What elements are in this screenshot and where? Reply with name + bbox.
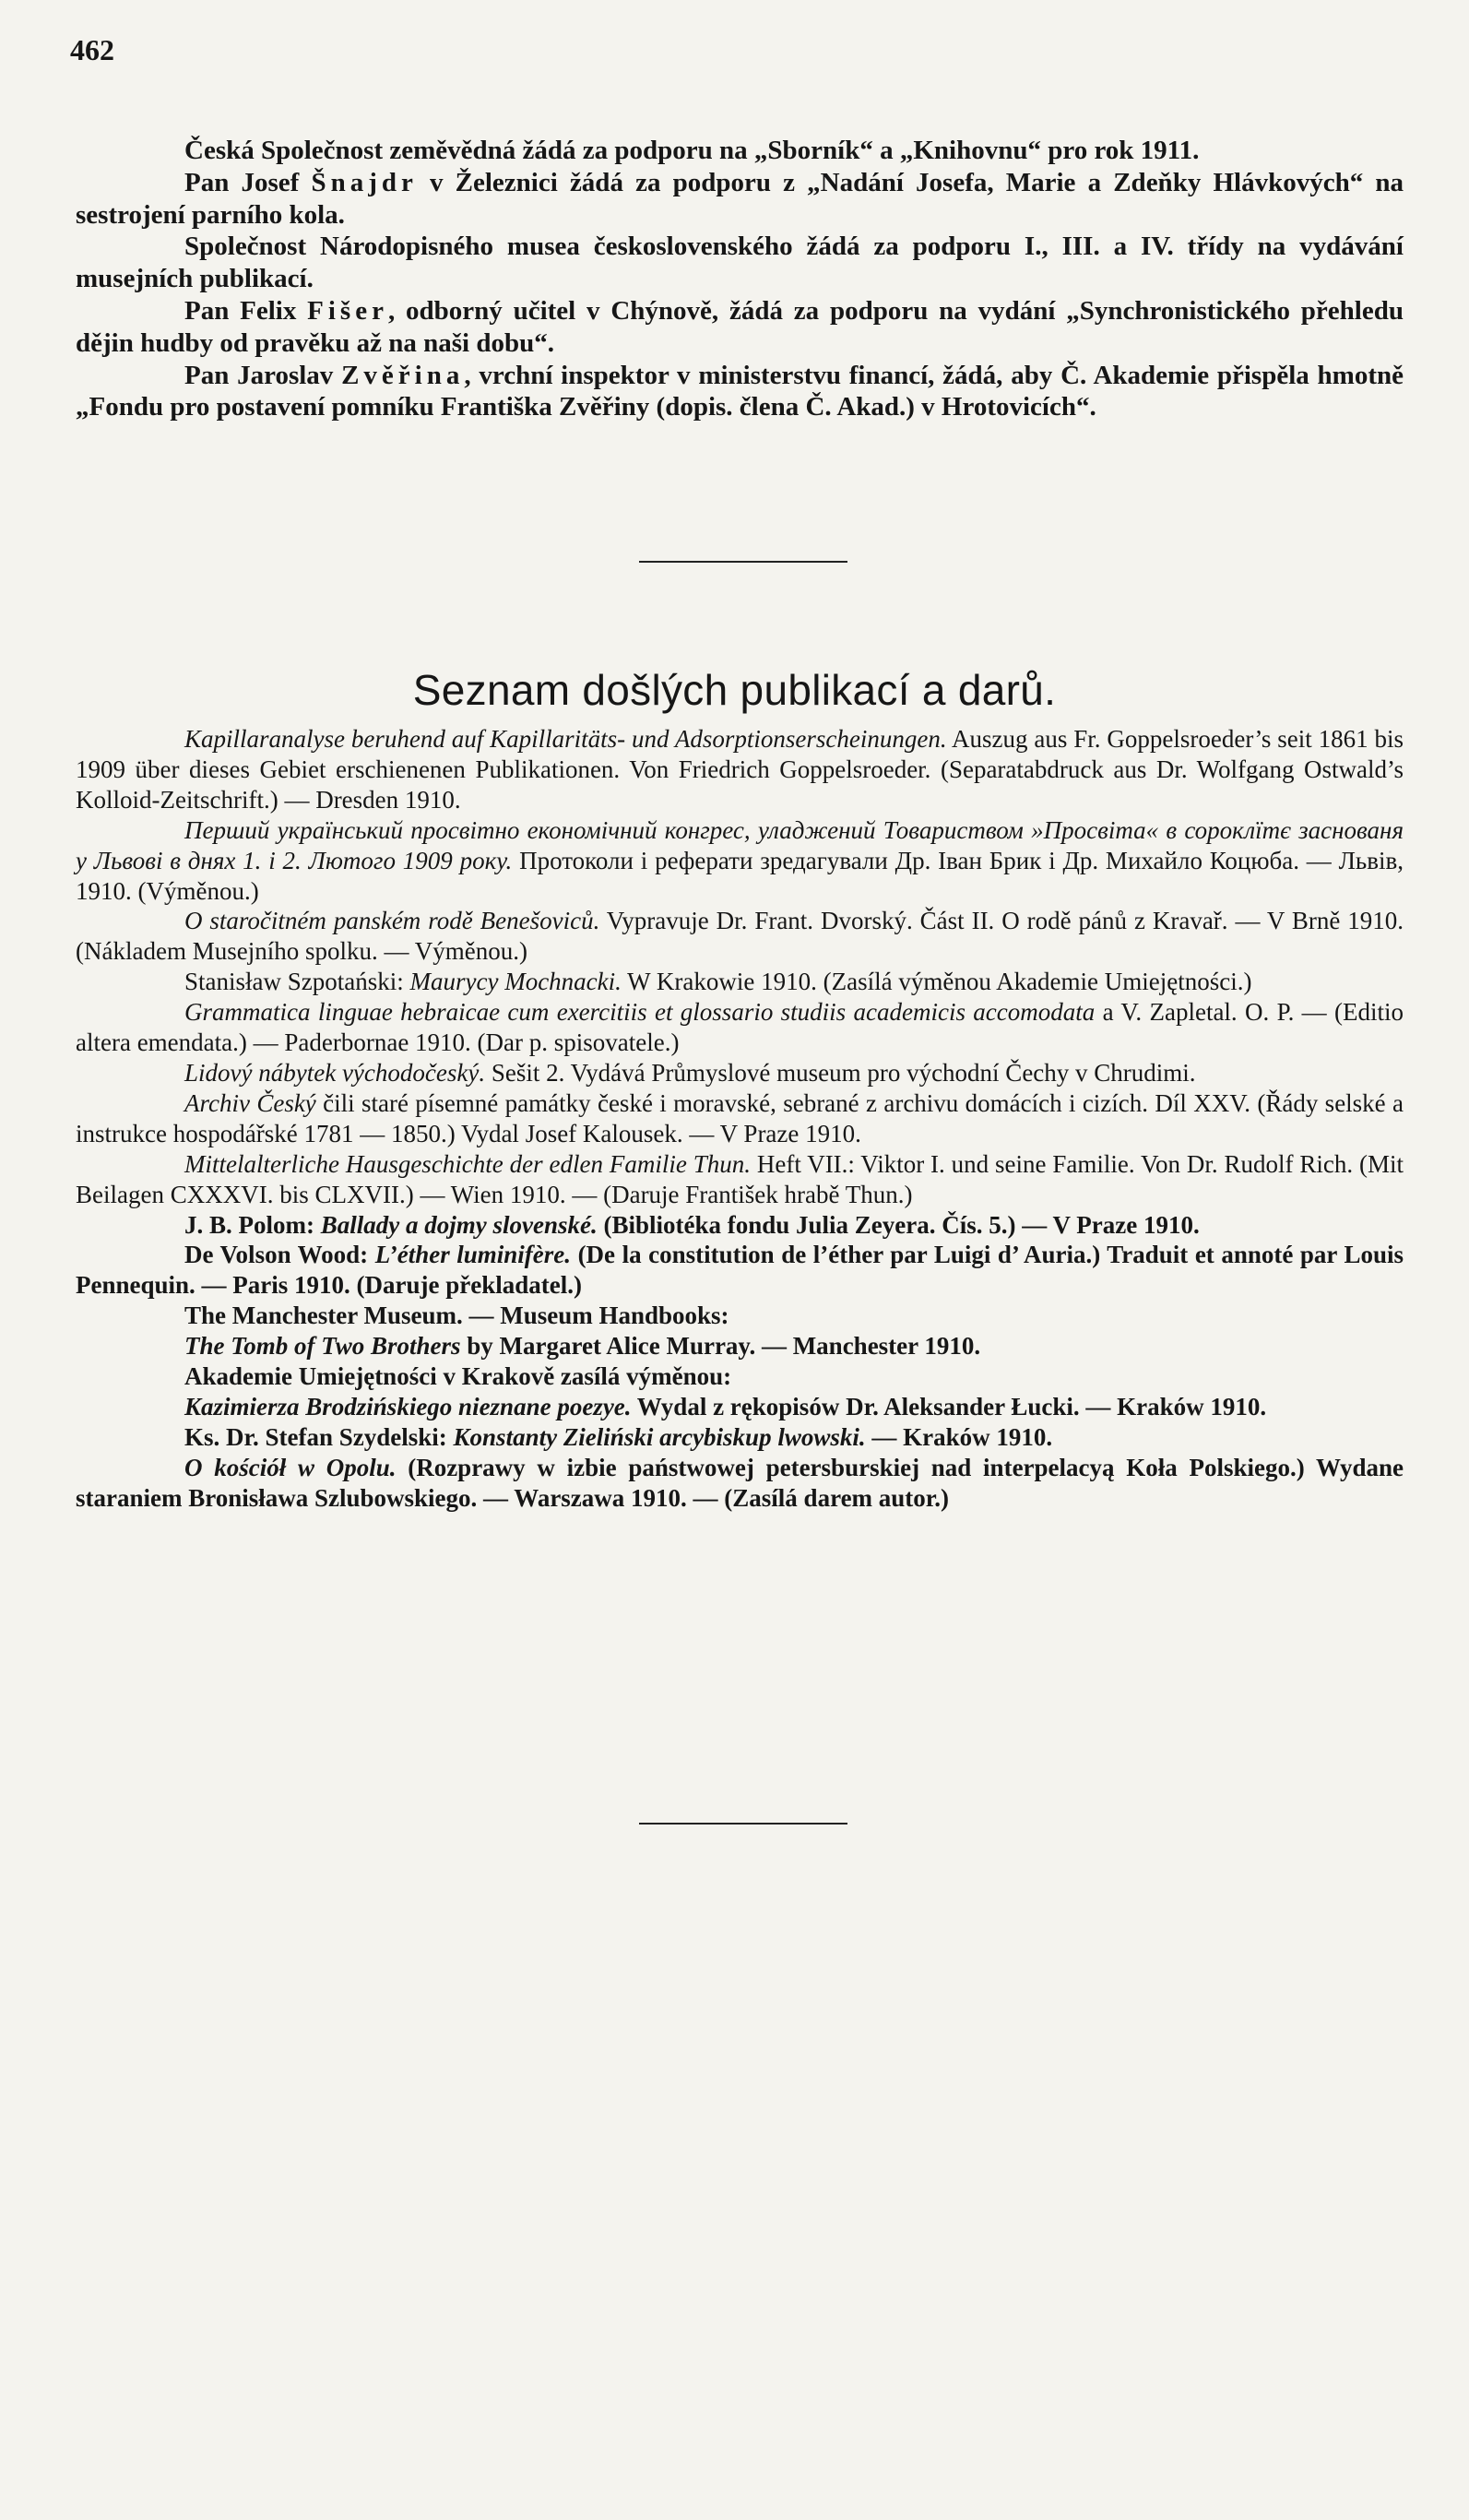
publication-details: a V. Zapletal. O. P. — (Editio altera emendata.) — Paderbornae 1910. (Dar p. spisovatele.) xyxy=(76,998,1404,1057)
publication-details: Vypravuje Dr. Frant. Dvorský. Část II. O rodě pánů z Kravař. — V Brně 1910. (Nákladem Musejního spolku. — Výměnou.) xyxy=(76,907,1404,966)
publication-details: čili staré písemné památky české i moravské, sebrané z archivu domácích i cizích. Díl XXV. (Řády selské a instrukce hospodářské 1781 — 1850.) Vydal Josef Kalousek. — V Praze 1910. xyxy=(76,1088,1404,1147)
publication-entry xyxy=(76,1331,1404,1361)
publication-title: O kościół w Opolu. xyxy=(184,1453,397,1481)
publication-entry xyxy=(76,1058,1404,1088)
request-text: Pan Josef xyxy=(184,167,312,197)
publication-entry xyxy=(76,1210,1404,1241)
publication-details: (Rozprawy w izbie państwowej petersburskiej nad interpelacyą Koła Polskiego.) Wydane staraniem Bronisława Szlubowskiego. — Warszawa 1910. — (Zasílá darem autor.) xyxy=(76,1453,1404,1512)
publication-title: O staročitném panském rodě Benešoviců. xyxy=(184,907,600,935)
request-paragraph xyxy=(76,360,1404,424)
publication-title: L’éther luminifère. xyxy=(374,1241,572,1269)
publication-details: Wydal z rękopisów Dr. Aleksander Łucki. — Kraków 1910. xyxy=(631,1392,1267,1420)
publication-title: Lidový nábytek východočeský. xyxy=(184,1058,486,1087)
request-text: v Železnici žádá za podporu z „Nadání Josefa, Marie a Zdeňky Hlávkových“ na sestrojení parního kola. xyxy=(76,167,1404,230)
request-text: Česká Společnost zeměvědná žádá za podporu na „Sborník“ a „Knihovnu“ pro rok 1911. xyxy=(184,136,1200,165)
page-number: 462 xyxy=(70,33,114,66)
request-paragraph xyxy=(76,135,1404,167)
person-name: Zvěřina xyxy=(341,360,465,390)
request-text: Společnost Národopisného musea československého žádá za podporu I., III. a IV. třídy na vydávání musejních publikací. xyxy=(76,232,1404,294)
publication-title: Konstanty Zieliński arcybiskup lwowski. xyxy=(453,1422,866,1451)
publication-details: — Kraków 1910. xyxy=(865,1422,1053,1451)
publication-details: Sešit 2. Vydává Průmyslové museum pro východní Čechy v Chrudimi. xyxy=(485,1058,1196,1087)
request-paragraph xyxy=(76,295,1404,360)
publication-title: Ballady a dojmy slovenské. xyxy=(320,1210,598,1239)
divider xyxy=(639,561,847,563)
publication-details: Heft VII.: Viktor I. und seine Familie. Von Dr. Rudolf Rich. (Mit Beilagen CXXXVI. bis CLXVII.) — Wien 1910. — (Daruje František hrabě Thun.) xyxy=(76,1149,1404,1208)
request-text: , vrchní inspektor v ministerstvu financí, žádá, aby Č. Akademie přispěla hmotně „Fondu pro postavení pomníku Františka Zvěřiny (dopis. člena Č. Akad.) v Hrotovicích“. xyxy=(76,360,1404,422)
publication-entry xyxy=(76,1301,1404,1331)
publication-author: Ks. Dr. Stefan Szydelski: xyxy=(184,1422,454,1451)
request-text: Pan Felix xyxy=(184,295,308,326)
publication-title: Mittelalterliche Hausgeschichte der edlen Familie Thun. xyxy=(184,1149,751,1178)
publication-entry xyxy=(76,1240,1404,1301)
publication-author: Stanisław Szpotański: xyxy=(184,968,410,996)
publication-entry xyxy=(76,906,1404,967)
publication-title: Grammatica linguae hebraicae cum exercitiis et glossario studiis academicis accomodata xyxy=(184,998,1096,1027)
publication-entry xyxy=(76,1392,1404,1422)
publication-entry xyxy=(76,1361,1404,1392)
publication-title: Maurycy Mochnacki. xyxy=(409,968,622,996)
request-paragraph xyxy=(76,231,1404,295)
publication-details: Auszug aus Fr. Goppelsroeder’s seit 1861 bis 1909 über dieses Gebiet erschienenen Publikationen. Von Friedrich Goppelsroeder. (Separatabdruck aus Dr. Wolfgang Ostwald’s Kolloid-Zeitschrift.) — Dresden 1910. xyxy=(76,725,1404,814)
publication-entry xyxy=(76,1422,1404,1453)
publication-details: (De la constitution de l’éther par Luigi d’ Auria.) Traduit et annoté par Louis Pennequin. — Paris 1910. (Daruje překladatel.) xyxy=(76,1241,1404,1300)
request-text: Pan Jaroslav xyxy=(184,360,342,390)
publication-entry xyxy=(76,1453,1404,1514)
publication-details: (Bibliotéka fondu Julia Zeyera. Čís. 5.) — V Praze 1910. xyxy=(597,1210,1200,1239)
divider xyxy=(639,1823,847,1825)
publication-author: De Volson Wood: xyxy=(184,1241,375,1269)
publication-title: Kazimierza Brodzińskiego nieznane poezye. xyxy=(184,1392,632,1420)
publication-details: Akademie Umiejętności v Krakově zasílá výměnou: xyxy=(184,1362,732,1391)
publication-entry xyxy=(76,724,1404,815)
publication-entry xyxy=(76,967,1404,997)
publications-list xyxy=(76,724,1404,1514)
publication-title: Archiv Český xyxy=(184,1088,316,1117)
publication-title: The Tomb of Two Brothers xyxy=(184,1332,461,1361)
publication-entry xyxy=(76,997,1404,1058)
publication-entry xyxy=(76,1149,1404,1210)
publication-entry xyxy=(76,1088,1404,1149)
section-title: Seznam došlých publikací a darů. xyxy=(412,665,1057,714)
requests-block xyxy=(76,135,1404,423)
publication-title: Kapillaranalyse beruhend auf Kapillaritäts- und Adsorptionserscheinungen. xyxy=(184,725,947,753)
publication-entry xyxy=(76,815,1404,907)
publication-details: W Krakowie 1910. (Zasílá výměnou Akademie Umiejętności.) xyxy=(621,968,1252,996)
request-text: , odborný učitel v Chýnově, žádá za podporu na vydání „Synchronistického přehledu dějin hudby od pravěku až na naši dobu“. xyxy=(76,295,1404,358)
publication-details: by Margaret Alice Murray. — Manchester 1910. xyxy=(460,1332,981,1361)
publication-details: The Manchester Museum. — Museum Handbooks: xyxy=(184,1302,729,1330)
publication-details: Протоколи і реферати зредагували Др. Іван Брик і Др. Михайло Коцюба. — Львів, 1910. (Výměnou.) xyxy=(76,846,1404,905)
person-name: Fišer xyxy=(307,295,388,326)
publication-title: Перший український просвітно економічний конгрес, уладжений Товариством »Просвіта« в сороклїтє заснованя у Львові в днях 1. і 2. Лютого 1909 року. xyxy=(76,815,1404,874)
request-paragraph xyxy=(76,167,1404,232)
person-name: Šnajdr xyxy=(311,167,418,197)
publication-author: J. B. Polom: xyxy=(184,1210,321,1239)
